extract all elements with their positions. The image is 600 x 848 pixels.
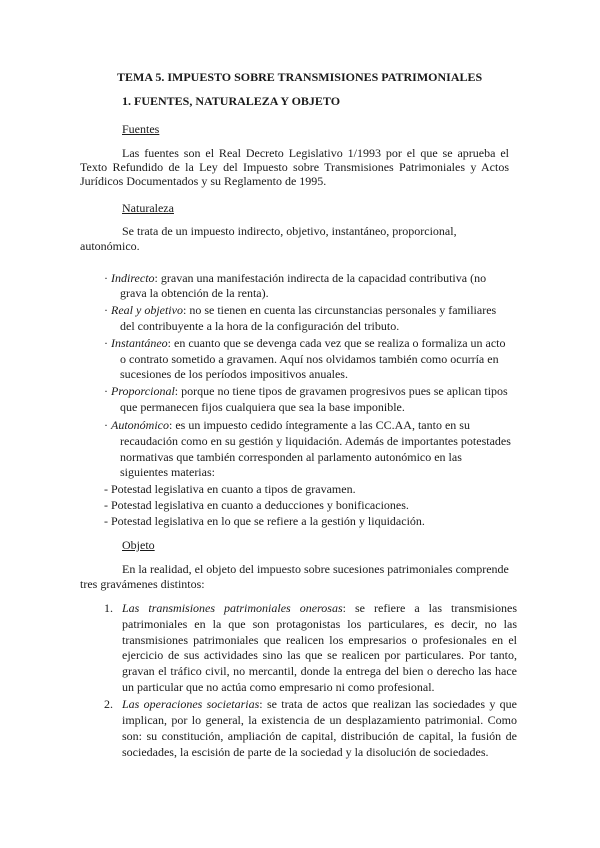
numbered-item-continuation: un particular que no actúa como empresario ni como profesional. bbox=[122, 680, 435, 694]
numbered-item-number: 2. bbox=[104, 697, 113, 711]
list-item: · Autonómico: es un impuesto cedido íntegramente a las CC.AA, tanto en su bbox=[104, 418, 470, 432]
numbered-item-continuation: sociedades, la escisión de parte de la sociedad y la disolución de sociedades. bbox=[122, 745, 489, 759]
naturaleza-heading: Naturaleza bbox=[122, 201, 174, 215]
dash-item: - Potestad legislativa en cuanto a tipos de gravamen. bbox=[104, 482, 356, 496]
numbered-item-number: 1. bbox=[104, 601, 113, 615]
list-item-continuation: grava la obtención de la renta). bbox=[120, 286, 269, 300]
section-heading: 1. FUENTES, NATURALEZA Y OBJETO bbox=[122, 94, 341, 108]
numbered-item-continuation: son: su constitución, ampliación de capital, distribución de capital, la fusión de bbox=[122, 729, 517, 743]
objeto-paragraph-line: tres gravámenes distintos: bbox=[80, 577, 205, 591]
numbered-item-continuation: gravan el tráfico civil, no mercantil, donde la entrega del bien o derecho las hace bbox=[122, 664, 517, 678]
list-item: · Proporcional: porque no tiene tipos de gravamen progresivos pues se aplican tipos bbox=[104, 384, 508, 398]
objeto-paragraph-line: En la realidad, el objeto del impuesto sobre sucesiones patrimoniales comprende bbox=[122, 562, 509, 576]
list-item-continuation: o contrato sometido a gravamen. Aquí nos olvidamos también como ocurría en bbox=[120, 352, 499, 366]
list-item-continuation: sucesiones de los períodos impositivos anuales. bbox=[120, 367, 348, 381]
fuentes-paragraph-line: Las fuentes son el Real Decreto Legislativo 1/1993 por el que se aprueba el bbox=[122, 146, 509, 160]
document-title: TEMA 5. IMPUESTO SOBRE TRANSMISIONES PATRIMONIALES bbox=[117, 70, 483, 84]
list-item-continuation: del contribuyente a la hora de la configuración del tributo. bbox=[120, 319, 400, 333]
numbered-item-continuation: patrimoniales en la que son protagonistas los particulares, es decir, no las bbox=[122, 617, 517, 631]
naturaleza-paragraph-line: Se trata de un impuesto indirecto, objetivo, instantáneo, proporcional, bbox=[122, 224, 457, 238]
list-item-continuation: que permanecen fijos cualquiera que sea la base imponible. bbox=[120, 400, 405, 414]
numbered-item-continuation: ejercicio de sus actividades sino las que se realicen por particulares. Por tanto, bbox=[122, 648, 517, 662]
list-item: · Instantáneo: en cuanto que se devenga cada vez que se realiza o formaliza un acto bbox=[104, 336, 506, 350]
list-item: · Indirecto: gravan una manifestación indirecta de la capacidad contributiva (no bbox=[104, 271, 487, 285]
list-item: · Real y objetivo: no se tienen en cuenta las circunstancias personales y familiares bbox=[104, 303, 497, 317]
fuentes-paragraph-line: Jurídicos Documentados y su Reglamento de 1995. bbox=[80, 174, 327, 188]
dash-item: - Potestad legislativa en lo que se refiere a la gestión y liquidación. bbox=[104, 514, 425, 528]
dash-item: - Potestad legislativa en cuanto a deducciones y bonificaciones. bbox=[104, 498, 409, 512]
fuentes-paragraph-line: Texto Refundido de la Ley del Impuesto sobre Transmisiones Patrimoniales y Actos bbox=[80, 160, 509, 174]
list-item-continuation: siguientes materias: bbox=[120, 465, 215, 479]
naturaleza-paragraph-line: autonómico. bbox=[80, 239, 140, 253]
numbered-item: Las operaciones societarias: se trata de actos que realizan las sociedades y que bbox=[122, 697, 517, 711]
numbered-item-continuation: transmisiones patrimoniales que realicen los empresarios o profesionales en el bbox=[122, 633, 517, 647]
numbered-item-continuation: implican, por lo general, la existencia de un desplazamiento patrimonial. Como bbox=[122, 713, 517, 727]
numbered-item: Las transmisiones patrimoniales onerosas: se refiere a las transmisiones bbox=[122, 601, 518, 615]
objeto-heading: Objeto bbox=[122, 538, 155, 552]
list-item-continuation: normativas que también corresponden al parlamento autonómico en las bbox=[120, 450, 462, 464]
list-item-continuation: recaudación como en su gestión y liquidación. Además de importantes potestades bbox=[120, 434, 511, 448]
fuentes-heading: Fuentes bbox=[122, 122, 160, 136]
